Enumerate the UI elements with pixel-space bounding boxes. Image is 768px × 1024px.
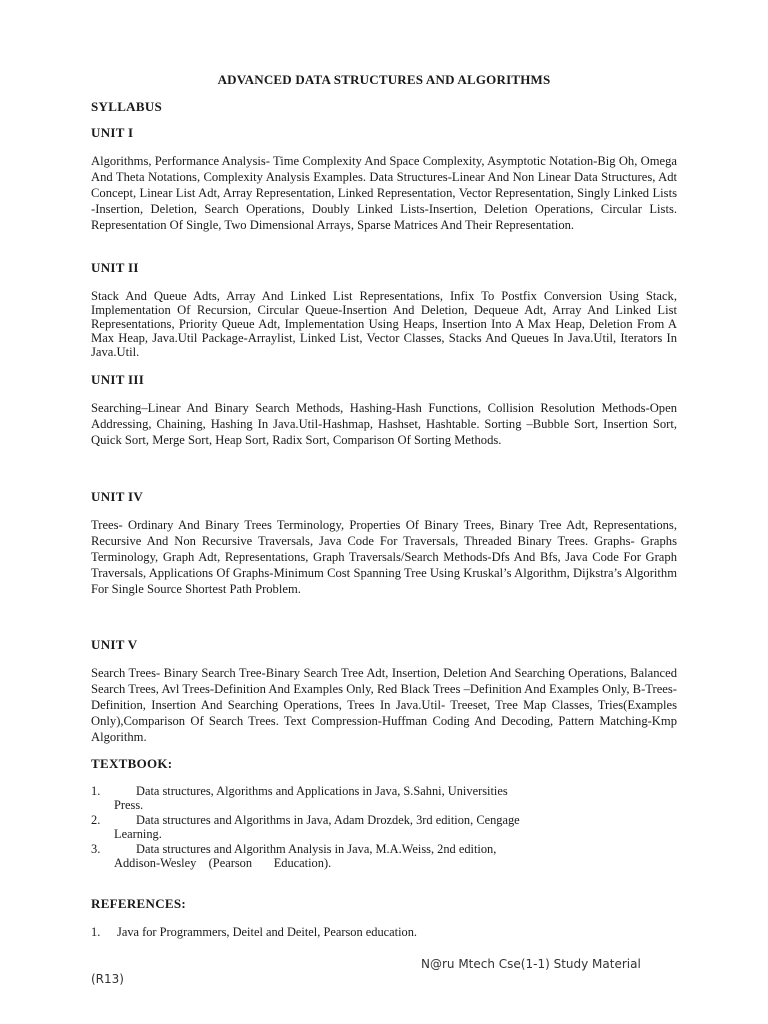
textbook-item <box>91 813 677 841</box>
document-title: ADVANCED DATA STRUCTURES AND ALGORITHMS <box>217 72 551 87</box>
unit-4-heading: UNIT IV <box>91 489 144 504</box>
unit-3-heading: UNIT III <box>91 372 145 387</box>
textbook-heading: TEXTBOOK: <box>91 756 173 771</box>
unit-1-heading: UNIT I <box>91 125 134 140</box>
textbook-item <box>91 784 677 812</box>
textbook-item-number: 1. <box>91 784 101 798</box>
textbook-item-continuation: Learning. <box>114 827 162 841</box>
textbook-item-text: Data structures and Algorithms in Java, Adam Drozdek, 3rd edition, Cengage <box>136 813 520 827</box>
syllabus-heading: SYLLABUS <box>91 99 163 114</box>
reference-item <box>91 925 417 940</box>
footer-study-material: N@ru Mtech Cse(1-1) Study Material <box>421 957 641 971</box>
unit-5-text: Search Trees- Binary Search Tree-Binary Search Tree Adt, Insertion, Deletion And Searching Operations, Balanced Search Trees, Avl Trees-Definition And Examples Only, Red Black Trees –Definition And Examples Only, B-Trees-Definition, Insertion And Searching Operations, Trees In Java.Util- Treeset, Tree Map Classes, Tries(Examples Only),Comparison Of Search Trees. Text Compression-Huffman Coding And Decoding, Pattern Matching-Kmp Algorithm. <box>91 666 677 744</box>
textbook-list <box>91 784 677 871</box>
unit-2-text: Stack And Queue Adts, Array And Linked List Representations, Infix To Postfix Conversion Using Stack, Implementation Of Recursion, Circular Queue-Insertion And Deletion, Dequeue Adt, Array And Linked List Representations, Priority Queue Adt, Implementation Using Heaps, Insertion Into A Max Heap, Deletion From A Max Heap, Java.Util Package-Arraylist, Linked List, Vector Classes, Stacks And Queues In Java.Util, Iterators In Java.Util. <box>91 289 677 359</box>
textbook-item-number: 2. <box>91 813 101 827</box>
unit-3-text: Searching–Linear And Binary Search Methods, Hashing-Hash Functions, Collision Resolution Methods-Open Addressing, Chaining, Hashing In Java.Util-Hashmap, Hashset, Hashtable. Sorting –Bubble Sort, Insertion Sort, Quick Sort, Merge Sort, Heap Sort, Radix Sort, Comparison Of Sorting Methods. <box>91 401 677 447</box>
textbook-item-text: Data structures, Algorithms and Applications in Java, S.Sahni, Universities <box>136 784 508 798</box>
unit-2-heading: UNIT II <box>91 260 139 275</box>
textbook-item-continuation: Press. <box>114 798 144 812</box>
textbook-item-continuation: Addison-Wesley (Pearson Education). <box>114 856 332 870</box>
unit-1-text: Algorithms, Performance Analysis- Time Complexity And Space Complexity, Asymptotic Notation-Big Oh, Omega And Theta Notations, Complexity Analysis Examples. Data Structures-Linear And Non Linear Data Structures, Adt Concept, Linear List Adt, Array Representation, Linked Representation, Vector Representation, Singly Linked Lists -Insertion, Deletion, Search Operations, Doubly Linked Lists-Insertion, Deletion Operations, Circular Lists. Representation Of Single, Two Dimensional Arrays, Sparse Matrices And Their Representation. <box>91 154 677 232</box>
references-heading: REFERENCES: <box>91 896 187 911</box>
textbook-item-text: Data structures and Algorithm Analysis in Java, M.A.Weiss, 2nd edition, <box>136 842 497 856</box>
reference-item-text: Java for Programmers, Deitel and Deitel, Pearson education. <box>117 925 418 939</box>
reference-item-number: 1. <box>91 925 101 939</box>
unit-4-text: Trees- Ordinary And Binary Trees Terminology, Properties Of Binary Trees, Binary Tree Adt, Representations, Recursive And Non Recursive Traversals, Java Code For Traversals, Threaded Binary Trees. Graphs- Graphs Terminology, Graph Adt, Representations, Graph Traversals/Search Methods-Dfs And Bfs, Java Code For Graph Traversals, Applications Of Graphs-Minimum Cost Spanning Tree Using Kruskal’s Algorithm, Dijkstra’s Algorithm For Single Source Shortest Path Problem. <box>91 518 677 596</box>
textbook-item-number: 3. <box>91 842 101 856</box>
textbook-item <box>91 842 677 870</box>
unit-5-heading: UNIT V <box>91 637 138 652</box>
footer-regulation: (R13) <box>91 972 124 986</box>
